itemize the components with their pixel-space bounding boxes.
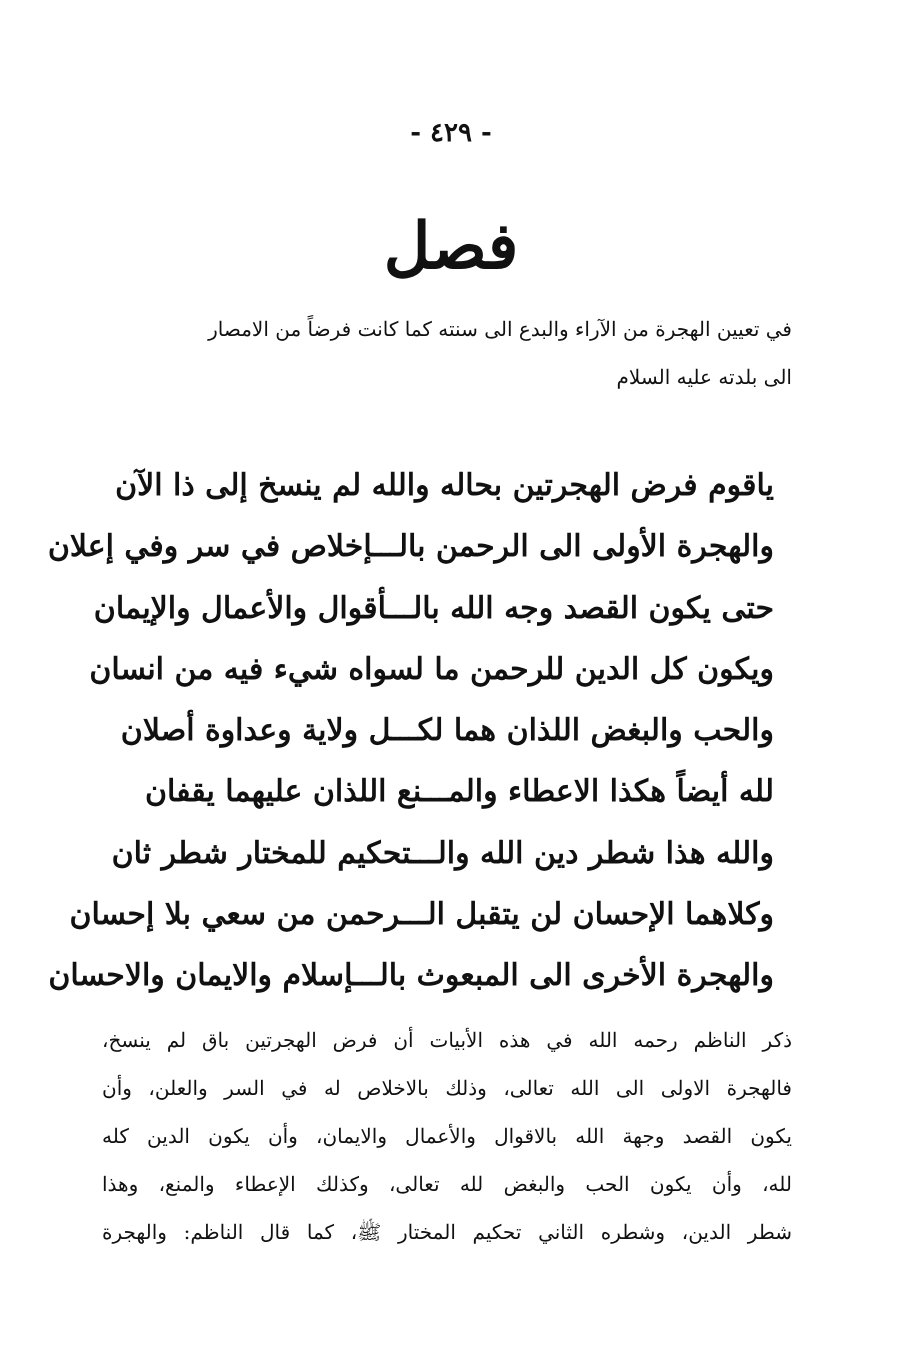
page-number: - ٤٢٩ - (410, 118, 492, 148)
commentary-line: ذكر الناظم رحمه الله في هذه الأبيات أن فرض الهجرتين باق لم ينسخ، (102, 1028, 792, 1052)
verse-line: والله هذا شطر دين الله والـــتحكيم للمختار شطر ثان (111, 835, 774, 871)
subtitle-line: الى بلدته عليه السلام (616, 365, 792, 389)
verse-line: ياقوم فرض الهجرتين بحاله والله لم ينسخ إلى ذا الآن (115, 468, 774, 503)
section-subtitle (92, 305, 792, 401)
commentary-line: شطر الدين، وشطره الثاني تحكيم المختار ﷺ، كما قال الناظم: والهجرة (102, 1220, 792, 1244)
verse-line: حتى يكون القصد وجه الله بالـــأقوال والأعمال والإيمان (93, 590, 774, 626)
commentary-line: فالهجرة الاولى الى الله تعالى، وذلك بالاخلاص له في السر والعلن، وأن (102, 1076, 792, 1100)
verse-line: والهجرة الأخرى الى المبعوث بالـــإسلام والايمان والاحسان (48, 958, 774, 994)
poem-verses (47, 455, 774, 1007)
verse-line: والحب والبغض اللذان هما لكـــل ولاية وعداوة أصلان (120, 713, 774, 749)
commentary-line: يكون القصد وجهة الله بالاقوال والأعمال والايمان، وأن يكون الدين كله (102, 1124, 792, 1148)
commentary-paragraph (102, 1016, 792, 1256)
verse-line: لله أيضاً هكذا الاعطاء والمـــنع اللذان عليهما يقفان (144, 774, 774, 810)
subtitle-line: في تعيين الهجرة من الآراء والبدع الى سنته كما كانت فرضاً من الامصار (208, 317, 792, 341)
verse-line: وكلاهما الإحسان لن يتقبل الـــرحمن من سعي بلا إحسان (69, 897, 774, 933)
verse-line: ويكون كل الدين للرحمن ما لسواه شيء فيه من انسان (89, 651, 774, 687)
verse-line: والهجرة الأولى الى الرحمن بالـــإخلاص في سر وفي إعلان (47, 529, 774, 565)
section-title: فصل (383, 209, 519, 284)
commentary-line: لله، وأن يكون الحب والبغض لله تعالى، وكذلك الإعطاء والمنع، وهذا (102, 1172, 792, 1196)
